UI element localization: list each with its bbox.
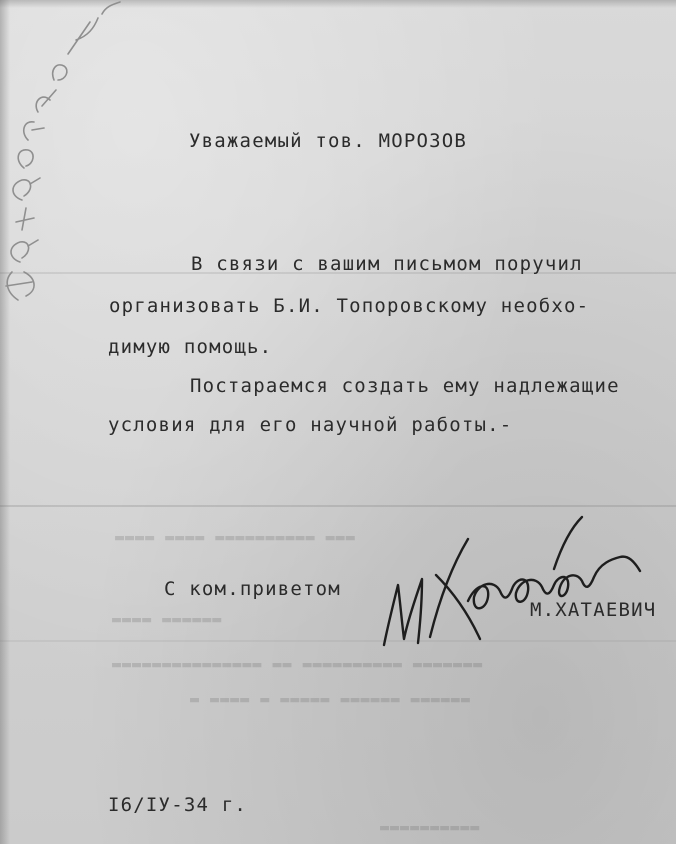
body-line: Постараемся создать ему надлежащие — [190, 375, 620, 397]
signer-name: М.ХАТАЕВИЧ — [530, 599, 657, 621]
show-through-text: ▬▬▬▬▬▬▬▬▬▬▬▬▬▬▬ ▬▬ ▬▬▬▬▬▬▬▬▬▬ ▬▬▬▬▬▬▬ — [112, 655, 484, 673]
closing-phrase: С ком.приветом — [164, 578, 341, 600]
show-through-text: ▬▬▬▬ ▬▬▬▬ ▬▬▬▬▬▬▬▬▬▬ ▬▬▬ — [115, 528, 356, 546]
handwritten-signature — [376, 505, 646, 655]
show-through-text: ▬▬▬▬ ▬▬▬▬▬▬ — [112, 610, 223, 628]
show-through-text: ▬▬▬▬▬▬▬▬▬▬ — [380, 818, 481, 836]
body-line: условия для его научной работы.- — [108, 414, 513, 436]
show-through-text: ▬ ▬▬▬▬ ▬ ▬▬▬▬▬ ▬▬▬▬▬▬ ▬▬▬▬▬▬ — [190, 690, 471, 708]
salutation: Уважаемый тов. МОРОЗОВ — [189, 130, 468, 152]
body-line: димую помощь. — [108, 336, 273, 358]
letter-date: I6/IУ-34 г. — [108, 794, 248, 816]
body-line: организовать Б.И. Топоровскому необхо- — [109, 295, 590, 317]
pencil-margin-note — [0, 0, 128, 330]
body-line: В связи с вашим письмом поручил — [191, 253, 583, 275]
